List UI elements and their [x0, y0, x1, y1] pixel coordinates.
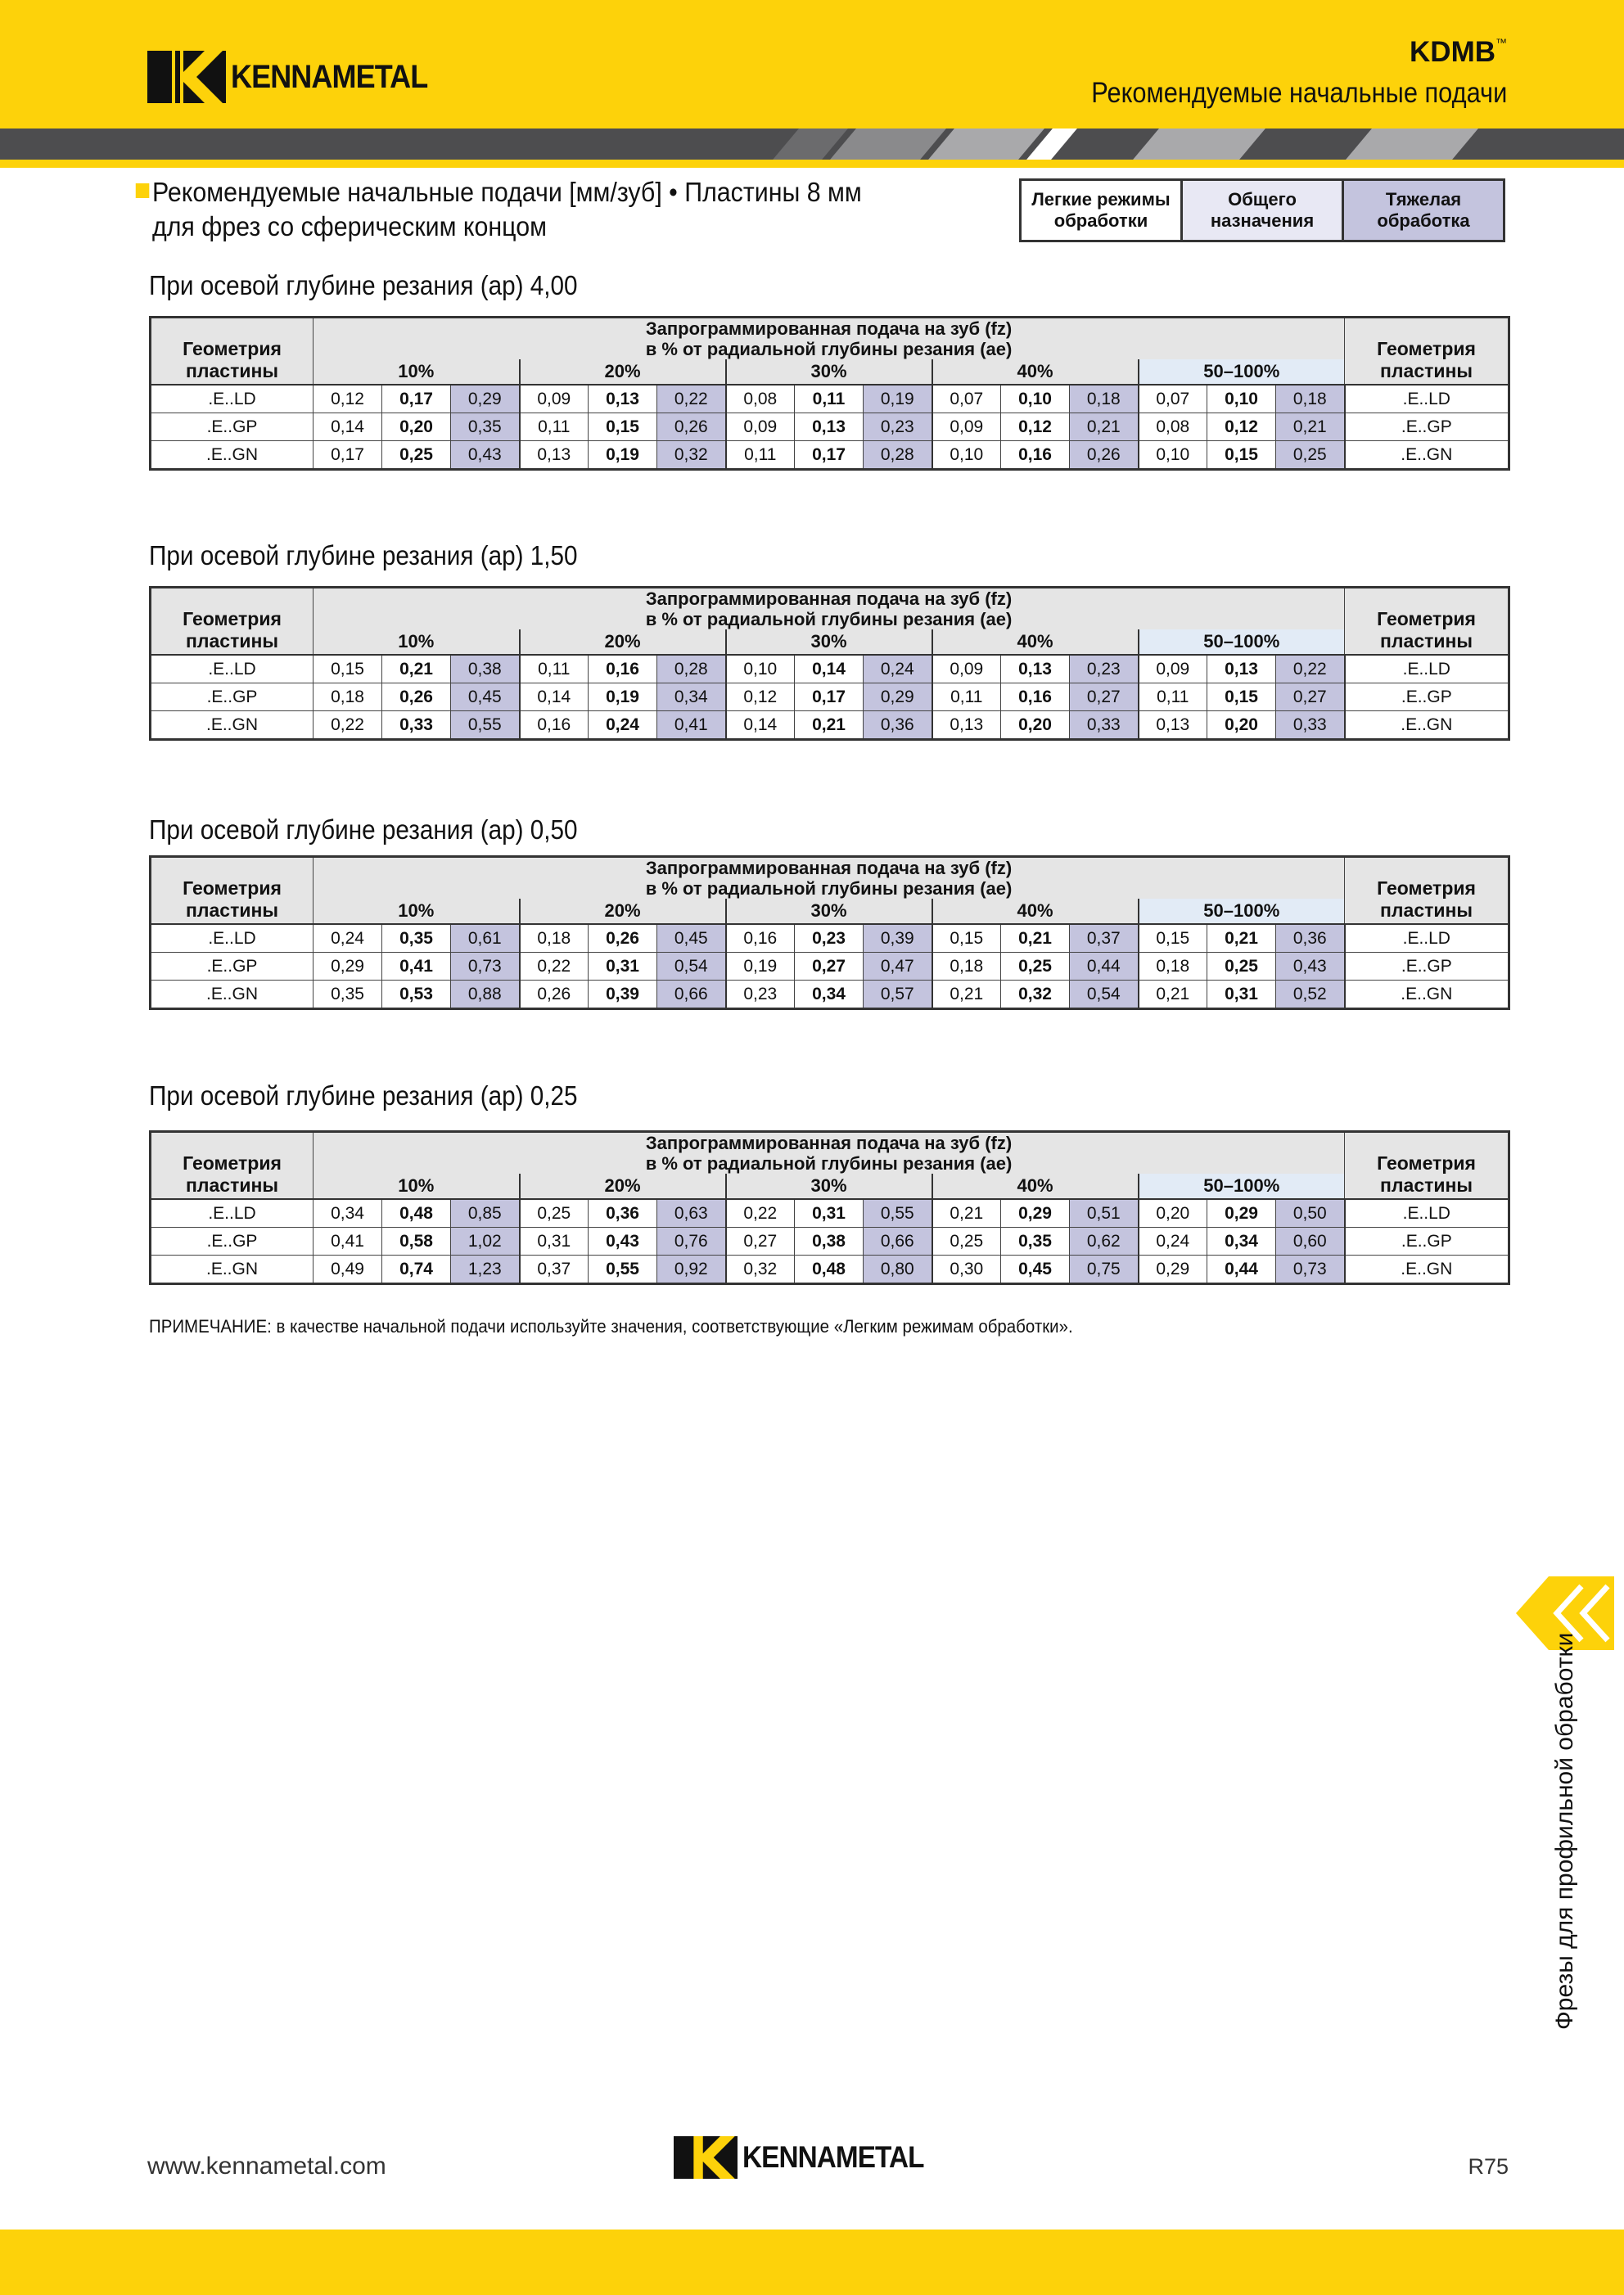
- feed-value: 0,13: [589, 385, 657, 413]
- feed-value: 0,92: [657, 1256, 726, 1284]
- percent-header: 30%: [726, 629, 932, 655]
- footer-url[interactable]: www.kennametal.com: [147, 2153, 386, 2180]
- feed-value: 0,18: [932, 953, 1001, 981]
- feed-value: 0,44: [1207, 1256, 1276, 1284]
- feed-value: 0,11: [1139, 683, 1207, 711]
- geometry-cell: .E..GP: [151, 1228, 314, 1256]
- feed-value: 0,21: [932, 981, 1001, 1009]
- kennametal-logo: [147, 51, 449, 103]
- feed-value: 0,23: [726, 981, 795, 1009]
- feed-table: [149, 1130, 1510, 1285]
- geometry-cell: .E..LD: [151, 385, 314, 413]
- feed-value: 0,32: [1001, 981, 1070, 1009]
- programmed-feed-header: Запрограммированная подача на зуб (fz) в % от радиальной глубины резания (ae): [314, 588, 1345, 630]
- feed-value: 0,66: [864, 1228, 932, 1256]
- feed-value: 0,80: [864, 1256, 932, 1284]
- feed-value: 0,13: [1139, 711, 1207, 740]
- geometry-cell: .E..GN: [1345, 711, 1509, 740]
- feed-value: 0,27: [726, 1228, 795, 1256]
- feed-value: 0,20: [1139, 1199, 1207, 1228]
- header-accent-line: [0, 160, 1624, 168]
- feed-value: 0,20: [1001, 711, 1070, 740]
- feed-table: [149, 855, 1510, 1010]
- geometry-header: Геометрия пластины: [1345, 1132, 1509, 1200]
- feed-value: 0,63: [657, 1199, 726, 1228]
- feed-value: 0,13: [1001, 655, 1070, 683]
- geometry-cell: .E..LD: [1345, 1199, 1509, 1228]
- feed-value: 0,85: [451, 1199, 520, 1228]
- feed-value: 0,11: [932, 683, 1001, 711]
- feed-value: 0,41: [382, 953, 451, 981]
- feed-value: 0,25: [1001, 953, 1070, 981]
- section-title: При осевой глубине резания (ap) 4,00: [149, 270, 578, 300]
- geometry-header: Геометрия пластины: [151, 588, 314, 656]
- feed-value: 0,18: [1070, 385, 1139, 413]
- feed-value: 0,16: [726, 924, 795, 953]
- feed-value: 0,11: [795, 385, 864, 413]
- feed-value: 0,21: [1001, 924, 1070, 953]
- footer-bar: [0, 2230, 1624, 2295]
- feed-value: 0,12: [1207, 413, 1276, 441]
- feed-value: 0,53: [382, 981, 451, 1009]
- table-row: [151, 981, 1509, 1009]
- feed-value: 0,10: [1001, 385, 1070, 413]
- feed-value: 0,26: [589, 924, 657, 953]
- feed-value: 0,16: [1001, 683, 1070, 711]
- feed-value: 0,18: [1139, 953, 1207, 981]
- page-title: Рекомендуемые начальные подачи [мм/зуб] • Пластины 8 мм для фрез со сферическим концом: [152, 175, 862, 244]
- feed-table: [149, 586, 1510, 741]
- feed-value: 0,45: [657, 924, 726, 953]
- feed-value: 0,43: [589, 1228, 657, 1256]
- percent-header: 50–100%: [1139, 1174, 1345, 1199]
- feed-value: 0,73: [1276, 1256, 1345, 1284]
- feed-value: 0,22: [726, 1199, 795, 1228]
- feed-value: 0,09: [932, 413, 1001, 441]
- feed-value: 0,21: [1070, 413, 1139, 441]
- feed-value: 0,11: [726, 441, 795, 470]
- table-row: [151, 441, 1509, 470]
- feed-value: 0,21: [1276, 413, 1345, 441]
- percent-header: 40%: [932, 629, 1139, 655]
- feed-value: 0,29: [451, 385, 520, 413]
- feed-value: 0,36: [589, 1199, 657, 1228]
- feed-value: 0,22: [657, 385, 726, 413]
- feed-value: 0,29: [864, 683, 932, 711]
- legend-general: Общего назначения: [1182, 180, 1343, 241]
- feed-value: 0,15: [589, 413, 657, 441]
- feed-value: 0,55: [864, 1199, 932, 1228]
- feed-value: 0,10: [932, 441, 1001, 470]
- bullet-square-icon: [136, 183, 150, 198]
- geometry-header: Геометрия пластины: [1345, 588, 1509, 656]
- feed-value: 0,15: [1207, 683, 1276, 711]
- feed-value: 0,36: [864, 711, 932, 740]
- feed-value: 0,15: [932, 924, 1001, 953]
- side-tab-label: Фрезы для профильной обработки: [1551, 1632, 1578, 2030]
- feed-value: 0,12: [1001, 413, 1070, 441]
- feed-value: 0,27: [1276, 683, 1345, 711]
- feed-value: 0,10: [726, 655, 795, 683]
- percent-header: 20%: [520, 1174, 726, 1199]
- feed-value: 0,25: [1207, 953, 1276, 981]
- feed-value: 0,21: [1139, 981, 1207, 1009]
- feed-value: 0,33: [382, 711, 451, 740]
- feed-value: 0,19: [864, 385, 932, 413]
- feed-value: 0,20: [382, 413, 451, 441]
- feed-value: 0,66: [657, 981, 726, 1009]
- feed-value: 0,15: [1207, 441, 1276, 470]
- geometry-cell: .E..GP: [151, 413, 314, 441]
- feed-value: 0,23: [1070, 655, 1139, 683]
- percent-header: 30%: [726, 359, 932, 385]
- feed-value: 0,37: [520, 1256, 589, 1284]
- feed-value: 0,16: [1001, 441, 1070, 470]
- legend-table: [1019, 178, 1505, 242]
- table-row: [151, 385, 1509, 413]
- feed-value: 0,27: [1070, 683, 1139, 711]
- feed-value: 0,31: [1207, 981, 1276, 1009]
- feed-value: 0,30: [932, 1256, 1001, 1284]
- feed-value: 0,55: [589, 1256, 657, 1284]
- feed-value: 0,25: [382, 441, 451, 470]
- percent-header: 50–100%: [1139, 629, 1345, 655]
- logo-wordmark: KENNAMETAL: [231, 58, 428, 95]
- table-row: [151, 711, 1509, 740]
- feed-value: 0,07: [1139, 385, 1207, 413]
- percent-header: 40%: [932, 359, 1139, 385]
- feed-value: 0,24: [864, 655, 932, 683]
- geometry-cell: .E..LD: [151, 655, 314, 683]
- page-number: R75: [1468, 2154, 1509, 2179]
- feed-value: 0,55: [451, 711, 520, 740]
- feed-value: 0,26: [382, 683, 451, 711]
- table-row: [151, 1228, 1509, 1256]
- feed-value: 0,34: [657, 683, 726, 711]
- feed-value: 0,22: [314, 711, 382, 740]
- feed-value: 0,24: [314, 924, 382, 953]
- footnote: ПРИМЕЧАНИЕ: в качестве начальной подачи используйте значения, соответствующие «Легким режимам обработки».: [149, 1316, 1073, 1337]
- feed-value: 0,23: [864, 413, 932, 441]
- table-row: [151, 1256, 1509, 1284]
- feed-value: 0,76: [657, 1228, 726, 1256]
- feed-value: 0,09: [726, 413, 795, 441]
- feed-value: 0,08: [1139, 413, 1207, 441]
- header-subtitle: Рекомендуемые начальные подачи: [1090, 77, 1507, 109]
- feed-value: 0,29: [1139, 1256, 1207, 1284]
- geometry-header: Геометрия пластины: [151, 318, 314, 386]
- geometry-cell: .E..LD: [151, 1199, 314, 1228]
- geometry-cell: .E..LD: [1345, 924, 1509, 953]
- percent-header: 30%: [726, 1174, 932, 1199]
- feed-value: 0,23: [795, 924, 864, 953]
- feed-value: 0,28: [864, 441, 932, 470]
- geometry-header: Геометрия пластины: [1345, 857, 1509, 925]
- percent-header: 10%: [314, 359, 520, 385]
- geometry-cell: .E..LD: [151, 924, 314, 953]
- feed-value: 0,29: [1001, 1199, 1070, 1228]
- geometry-cell: .E..GP: [1345, 683, 1509, 711]
- feed-value: 0,14: [520, 683, 589, 711]
- feed-value: 0,31: [795, 1199, 864, 1228]
- feed-value: 0,39: [864, 924, 932, 953]
- feed-value: 0,18: [314, 683, 382, 711]
- feed-value: 0,50: [1276, 1199, 1345, 1228]
- percent-header: 40%: [932, 899, 1139, 924]
- feed-value: 0,49: [314, 1256, 382, 1284]
- feed-value: 0,14: [795, 655, 864, 683]
- footer-logo-wordmark: KENNAMETAL: [742, 2140, 924, 2174]
- feed-value: 0,26: [520, 981, 589, 1009]
- programmed-feed-header: Запрограммированная подача на зуб (fz) в % от радиальной глубины резания (ae): [314, 857, 1345, 900]
- programmed-feed-header: Запрограммированная подача на зуб (fz) в % от радиальной глубины резания (ae): [314, 1132, 1345, 1175]
- table-row: [151, 1199, 1509, 1228]
- feed-value: 0,08: [726, 385, 795, 413]
- feed-value: 0,11: [520, 413, 589, 441]
- feed-value: 0,35: [314, 981, 382, 1009]
- feed-value: 0,38: [451, 655, 520, 683]
- feed-value: 0,44: [1070, 953, 1139, 981]
- feed-value: 0,18: [520, 924, 589, 953]
- feed-value: 0,45: [1001, 1256, 1070, 1284]
- feed-value: 0,54: [657, 953, 726, 981]
- feed-value: 0,20: [1207, 711, 1276, 740]
- feed-value: 0,10: [1207, 385, 1276, 413]
- percent-header: 20%: [520, 359, 726, 385]
- geometry-cell: .E..GP: [1345, 953, 1509, 981]
- feed-value: 0,14: [314, 413, 382, 441]
- feed-value: 0,07: [932, 385, 1001, 413]
- geometry-header: Геометрия пластины: [1345, 318, 1509, 386]
- feed-value: 0,14: [726, 711, 795, 740]
- feed-value: 0,24: [1139, 1228, 1207, 1256]
- footer-logo: [674, 2132, 944, 2183]
- feed-value: 0,74: [382, 1256, 451, 1284]
- feed-value: 1,23: [451, 1256, 520, 1284]
- feed-value: 0,13: [932, 711, 1001, 740]
- feed-value: 0,09: [932, 655, 1001, 683]
- feed-value: 0,34: [1207, 1228, 1276, 1256]
- feed-value: 0,32: [657, 441, 726, 470]
- feed-value: 0,29: [1207, 1199, 1276, 1228]
- feed-value: 0,58: [382, 1228, 451, 1256]
- feed-value: 0,51: [1070, 1199, 1139, 1228]
- geometry-cell: .E..GN: [151, 711, 314, 740]
- feed-value: 0,25: [932, 1228, 1001, 1256]
- feed-value: 0,26: [1070, 441, 1139, 470]
- feed-value: 0,41: [314, 1228, 382, 1256]
- feed-value: 0,36: [1276, 924, 1345, 953]
- feed-value: 0,15: [1139, 924, 1207, 953]
- feed-value: 0,09: [520, 385, 589, 413]
- feed-value: 0,31: [589, 953, 657, 981]
- feed-value: 0,17: [795, 441, 864, 470]
- feed-value: 0,22: [520, 953, 589, 981]
- feed-value: 0,12: [726, 683, 795, 711]
- feed-value: 0,19: [726, 953, 795, 981]
- feed-value: 0,88: [451, 981, 520, 1009]
- feed-value: 0,13: [1207, 655, 1276, 683]
- percent-header: 10%: [314, 899, 520, 924]
- feed-value: 0,45: [451, 683, 520, 711]
- feed-value: 0,34: [314, 1199, 382, 1228]
- feed-value: 0,52: [1276, 981, 1345, 1009]
- feed-value: 0,33: [1276, 711, 1345, 740]
- feed-value: 0,17: [795, 683, 864, 711]
- feed-value: 0,16: [589, 655, 657, 683]
- table-row: [151, 655, 1509, 683]
- feed-value: 0,17: [314, 441, 382, 470]
- table-row: [151, 683, 1509, 711]
- geometry-cell: .E..GP: [1345, 1228, 1509, 1256]
- feed-value: 0,25: [1276, 441, 1345, 470]
- feed-value: 0,75: [1070, 1256, 1139, 1284]
- legend-heavy: Тяжелая обработка: [1343, 180, 1504, 241]
- geometry-cell: .E..GN: [151, 441, 314, 470]
- feed-value: 0,38: [795, 1228, 864, 1256]
- feed-value: 0,19: [589, 683, 657, 711]
- feed-value: 0,11: [520, 655, 589, 683]
- feed-value: 0,43: [1276, 953, 1345, 981]
- feed-value: 0,62: [1070, 1228, 1139, 1256]
- geometry-cell: .E..GN: [1345, 981, 1509, 1009]
- feed-value: 0,43: [451, 441, 520, 470]
- feed-value: 0,37: [1070, 924, 1139, 953]
- section-title: При осевой глубине резания (ap) 0,25: [149, 1080, 578, 1111]
- percent-header: 30%: [726, 899, 932, 924]
- feed-value: 0,09: [1139, 655, 1207, 683]
- percent-header: 40%: [932, 1174, 1139, 1199]
- feed-value: 0,13: [520, 441, 589, 470]
- feed-value: 1,02: [451, 1228, 520, 1256]
- feed-value: 0,21: [795, 711, 864, 740]
- feed-value: 0,47: [864, 953, 932, 981]
- feed-value: 0,12: [314, 385, 382, 413]
- feed-value: 0,18: [1276, 385, 1345, 413]
- feed-value: 0,34: [795, 981, 864, 1009]
- feed-value: 0,35: [382, 924, 451, 953]
- table-row: [151, 924, 1509, 953]
- geometry-cell: .E..GN: [151, 1256, 314, 1284]
- geometry-cell: .E..GP: [151, 953, 314, 981]
- geometry-cell: .E..GN: [1345, 1256, 1509, 1284]
- percent-header: 10%: [314, 629, 520, 655]
- feed-value: 0,57: [864, 981, 932, 1009]
- section-title: При осевой глубине резания (ap) 1,50: [149, 540, 578, 570]
- feed-value: 0,35: [1001, 1228, 1070, 1256]
- kennametal-k-icon: [147, 51, 226, 103]
- percent-header: 50–100%: [1139, 359, 1345, 385]
- section-title: При осевой глубине резания (ap) 0,50: [149, 814, 578, 845]
- geometry-header: Геометрия пластины: [151, 1132, 314, 1200]
- percent-header: 20%: [520, 899, 726, 924]
- feed-value: 0,35: [451, 413, 520, 441]
- feed-value: 0,73: [451, 953, 520, 981]
- feed-value: 0,21: [932, 1199, 1001, 1228]
- geometry-cell: .E..GP: [151, 683, 314, 711]
- feed-value: 0,54: [1070, 981, 1139, 1009]
- feed-value: 0,10: [1139, 441, 1207, 470]
- feed-value: 0,21: [382, 655, 451, 683]
- feed-value: 0,31: [520, 1228, 589, 1256]
- geometry-cell: .E..LD: [1345, 385, 1509, 413]
- feed-value: 0,32: [726, 1256, 795, 1284]
- stripe-band: [0, 129, 1624, 160]
- feed-value: 0,61: [451, 924, 520, 953]
- feed-value: 0,22: [1276, 655, 1345, 683]
- feed-value: 0,41: [657, 711, 726, 740]
- programmed-feed-header: Запрограммированная подача на зуб (fz) в % от радиальной глубины резания (ae): [314, 318, 1345, 360]
- feed-value: 0,15: [314, 655, 382, 683]
- feed-value: 0,60: [1276, 1228, 1345, 1256]
- feed-value: 0,33: [1070, 711, 1139, 740]
- feed-value: 0,13: [795, 413, 864, 441]
- geometry-header: Геометрия пластины: [151, 857, 314, 925]
- feed-value: 0,26: [657, 413, 726, 441]
- geometry-cell: .E..LD: [1345, 655, 1509, 683]
- feed-value: 0,16: [520, 711, 589, 740]
- legend-light: Легкие режимы обработки: [1021, 180, 1182, 241]
- percent-header: 20%: [520, 629, 726, 655]
- geometry-cell: .E..GN: [1345, 441, 1509, 470]
- feed-value: 0,27: [795, 953, 864, 981]
- feed-value: 0,19: [589, 441, 657, 470]
- percent-header: 50–100%: [1139, 899, 1345, 924]
- table-row: [151, 953, 1509, 981]
- feed-value: 0,28: [657, 655, 726, 683]
- footer-kennametal-k-icon: [674, 2132, 738, 2183]
- feed-value: 0,39: [589, 981, 657, 1009]
- feed-value: 0,25: [520, 1199, 589, 1228]
- feed-value: 0,17: [382, 385, 451, 413]
- geometry-cell: .E..GN: [151, 981, 314, 1009]
- product-name: KDMB™: [1410, 36, 1507, 68]
- feed-value: 0,24: [589, 711, 657, 740]
- feed-value: 0,48: [382, 1199, 451, 1228]
- table-row: [151, 413, 1509, 441]
- geometry-cell: .E..GP: [1345, 413, 1509, 441]
- feed-value: 0,29: [314, 953, 382, 981]
- percent-header: 10%: [314, 1174, 520, 1199]
- feed-table: [149, 316, 1510, 471]
- feed-value: 0,21: [1207, 924, 1276, 953]
- feed-value: 0,48: [795, 1256, 864, 1284]
